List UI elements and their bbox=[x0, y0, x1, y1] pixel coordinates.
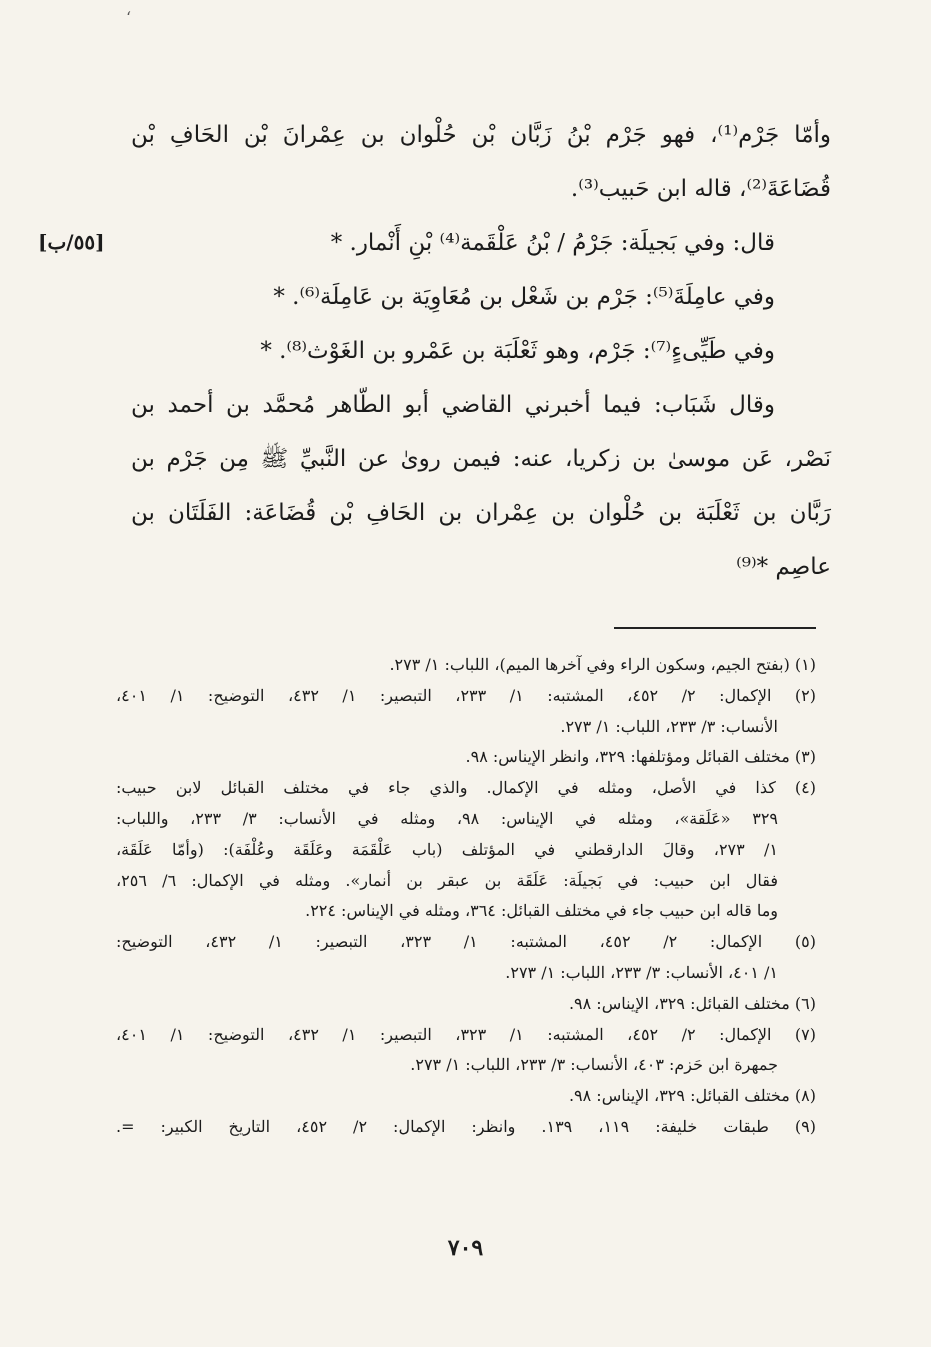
footnote-line: جمهرة ابن حَزم: ٤٠٣، الأنساب: ٣/ ٢٣٣، اللباب: ١/ ٢٧٣. bbox=[410, 1055, 778, 1075]
footnote-line: (٣) مختلف القبائل ومؤتلفها: ٣٢٩، وانظر الإيناس: ٩٨. bbox=[465, 747, 816, 767]
footnote-line: (٧) الإكمال: ٢/ ٤٥٢، المشتبه: ١/ ٣٢٣، التبصير: ١/ ٤٣٢، التوضيح: ١/ ٤٠١، bbox=[116, 1024, 817, 1044]
main-line: نَصْر، عَن موسىٰ بن زكريا، عنه: فيمن روىٰ عن النَّبيِّ ﷺ مِن جَرْم بن bbox=[131, 446, 831, 472]
footnote-line: وما قاله ابن حبيب جاء في مختلف القبائل: ٣٦٤، ومثله في الإيناس: ٢٢٤. bbox=[305, 901, 778, 921]
main-line: وفي عامِلَةَ⁽⁵⁾: جَرْم بن شَعْل بن مُعَاوِيَة بن عَامِلَة⁽⁶⁾. * bbox=[273, 284, 775, 310]
main-text bbox=[131, 108, 831, 594]
footnote-line: فقال ابن حبيب: في بَجيلَة: عَلَقَة بن عبقر بن أنمار». ومثله في الإكمال: ٦/ ٢٥٦، bbox=[116, 870, 778, 890]
footnote-line: (٢) الإكمال: ٢/ ٤٥٢، المشتبه: ١/ ٢٣٣، التبصير: ١/ ٤٣٢، التوضيح: ١/ ٤٠١، bbox=[116, 685, 817, 705]
footnote-line: (١) (بفتح الجيم، وسكون الراء وفي آخرها الميم)، اللباب: ١/ ٢٧٣. bbox=[389, 655, 816, 674]
page-mark: ‘ bbox=[126, 8, 132, 27]
footnote-separator bbox=[614, 627, 816, 629]
main-line: عاصِم *⁽⁹⁾ bbox=[736, 554, 831, 580]
main-line: قُضَاعَةَ⁽²⁾، قاله ابن حَبيب⁽³⁾. bbox=[570, 176, 831, 202]
main-line: وأمّا جَرْم⁽¹⁾، فهو جَرْم بْنُ زَبَّان بْن حُلْوان بن عِمْرانَ بْن الحَافِ بْن bbox=[131, 122, 832, 148]
footnote-line: ١/ ٢٧٣، وقالَ الدارقطني في المؤتلف (باب عَلْقَمَة وعَلَقَة وعُلْفَة): (وأمّا عَلَقَة، bbox=[116, 839, 778, 859]
main-line: وقال شَبَاب: فيما أخبرني القاضي أبو الطّاهر مُحمَّد بن أحمد بن bbox=[131, 392, 775, 418]
footnote-line: (٥) الإكمال: ٢/ ٤٥٢، المشتبه: ١/ ٣٢٣، التبصير: ١/ ٤٣٢، التوضيح: bbox=[116, 932, 817, 952]
footnote-line: (٦) مختلف القبائل: ٣٢٩، الإيناس: ٩٨. bbox=[568, 993, 816, 1013]
footnote-line: الأنساب: ٣/ ٢٣٣، اللباب: ١/ ٢٧٣. bbox=[560, 716, 778, 736]
footnote-line: ٣٢٩ «عَلَقة»، ومثله في الإيناس: ٩٨، ومثله في الأنساب: ٣/ ٢٣٣، واللباب: bbox=[116, 808, 779, 828]
footnote-line: (٩) طبقات خليفة: ١١٩، ١٣٩. وانظر: الإكمال: ٢/ ٤٥٢، التاريخ الكبير: =. bbox=[116, 1116, 817, 1136]
page-number: ٧٠٩ bbox=[447, 1235, 484, 1261]
main-line: وفي طَيِّىءٍ⁽⁷⁾: جَرْم، وهو ثَعْلَبَة بن عَمْرو بن الغَوْث⁽⁸⁾. * bbox=[260, 338, 775, 364]
footnotes bbox=[116, 650, 816, 1143]
footnote-line: ١/ ٤٠١، الأنساب: ٣/ ٢٣٣، اللباب: ١/ ٢٧٣. bbox=[505, 962, 778, 982]
manuscript-folio-reference: [٥٥/ب] bbox=[38, 230, 105, 254]
footnote-line: (٤) كذا في الأصل، ومثله في الإكمال. والذي جاء في مختلف القبائل لابن حبيب: bbox=[116, 778, 816, 798]
main-line: رَبَّان بن ثَعْلَبَة بن حُلْوان بن عِمْران بن الحَافِ بْن قُضَاعَة: الفَلَتَان بن bbox=[131, 500, 831, 526]
main-line: قال: وفي بَجيلَة: جَرْمُ / بْنُ عَلْقَمة⁽⁴⁾ بْنِ أَنْمار. * bbox=[330, 230, 775, 256]
footnote-line: (٨) مختلف القبائل: ٣٢٩، الإيناس: ٩٨. bbox=[568, 1086, 816, 1106]
